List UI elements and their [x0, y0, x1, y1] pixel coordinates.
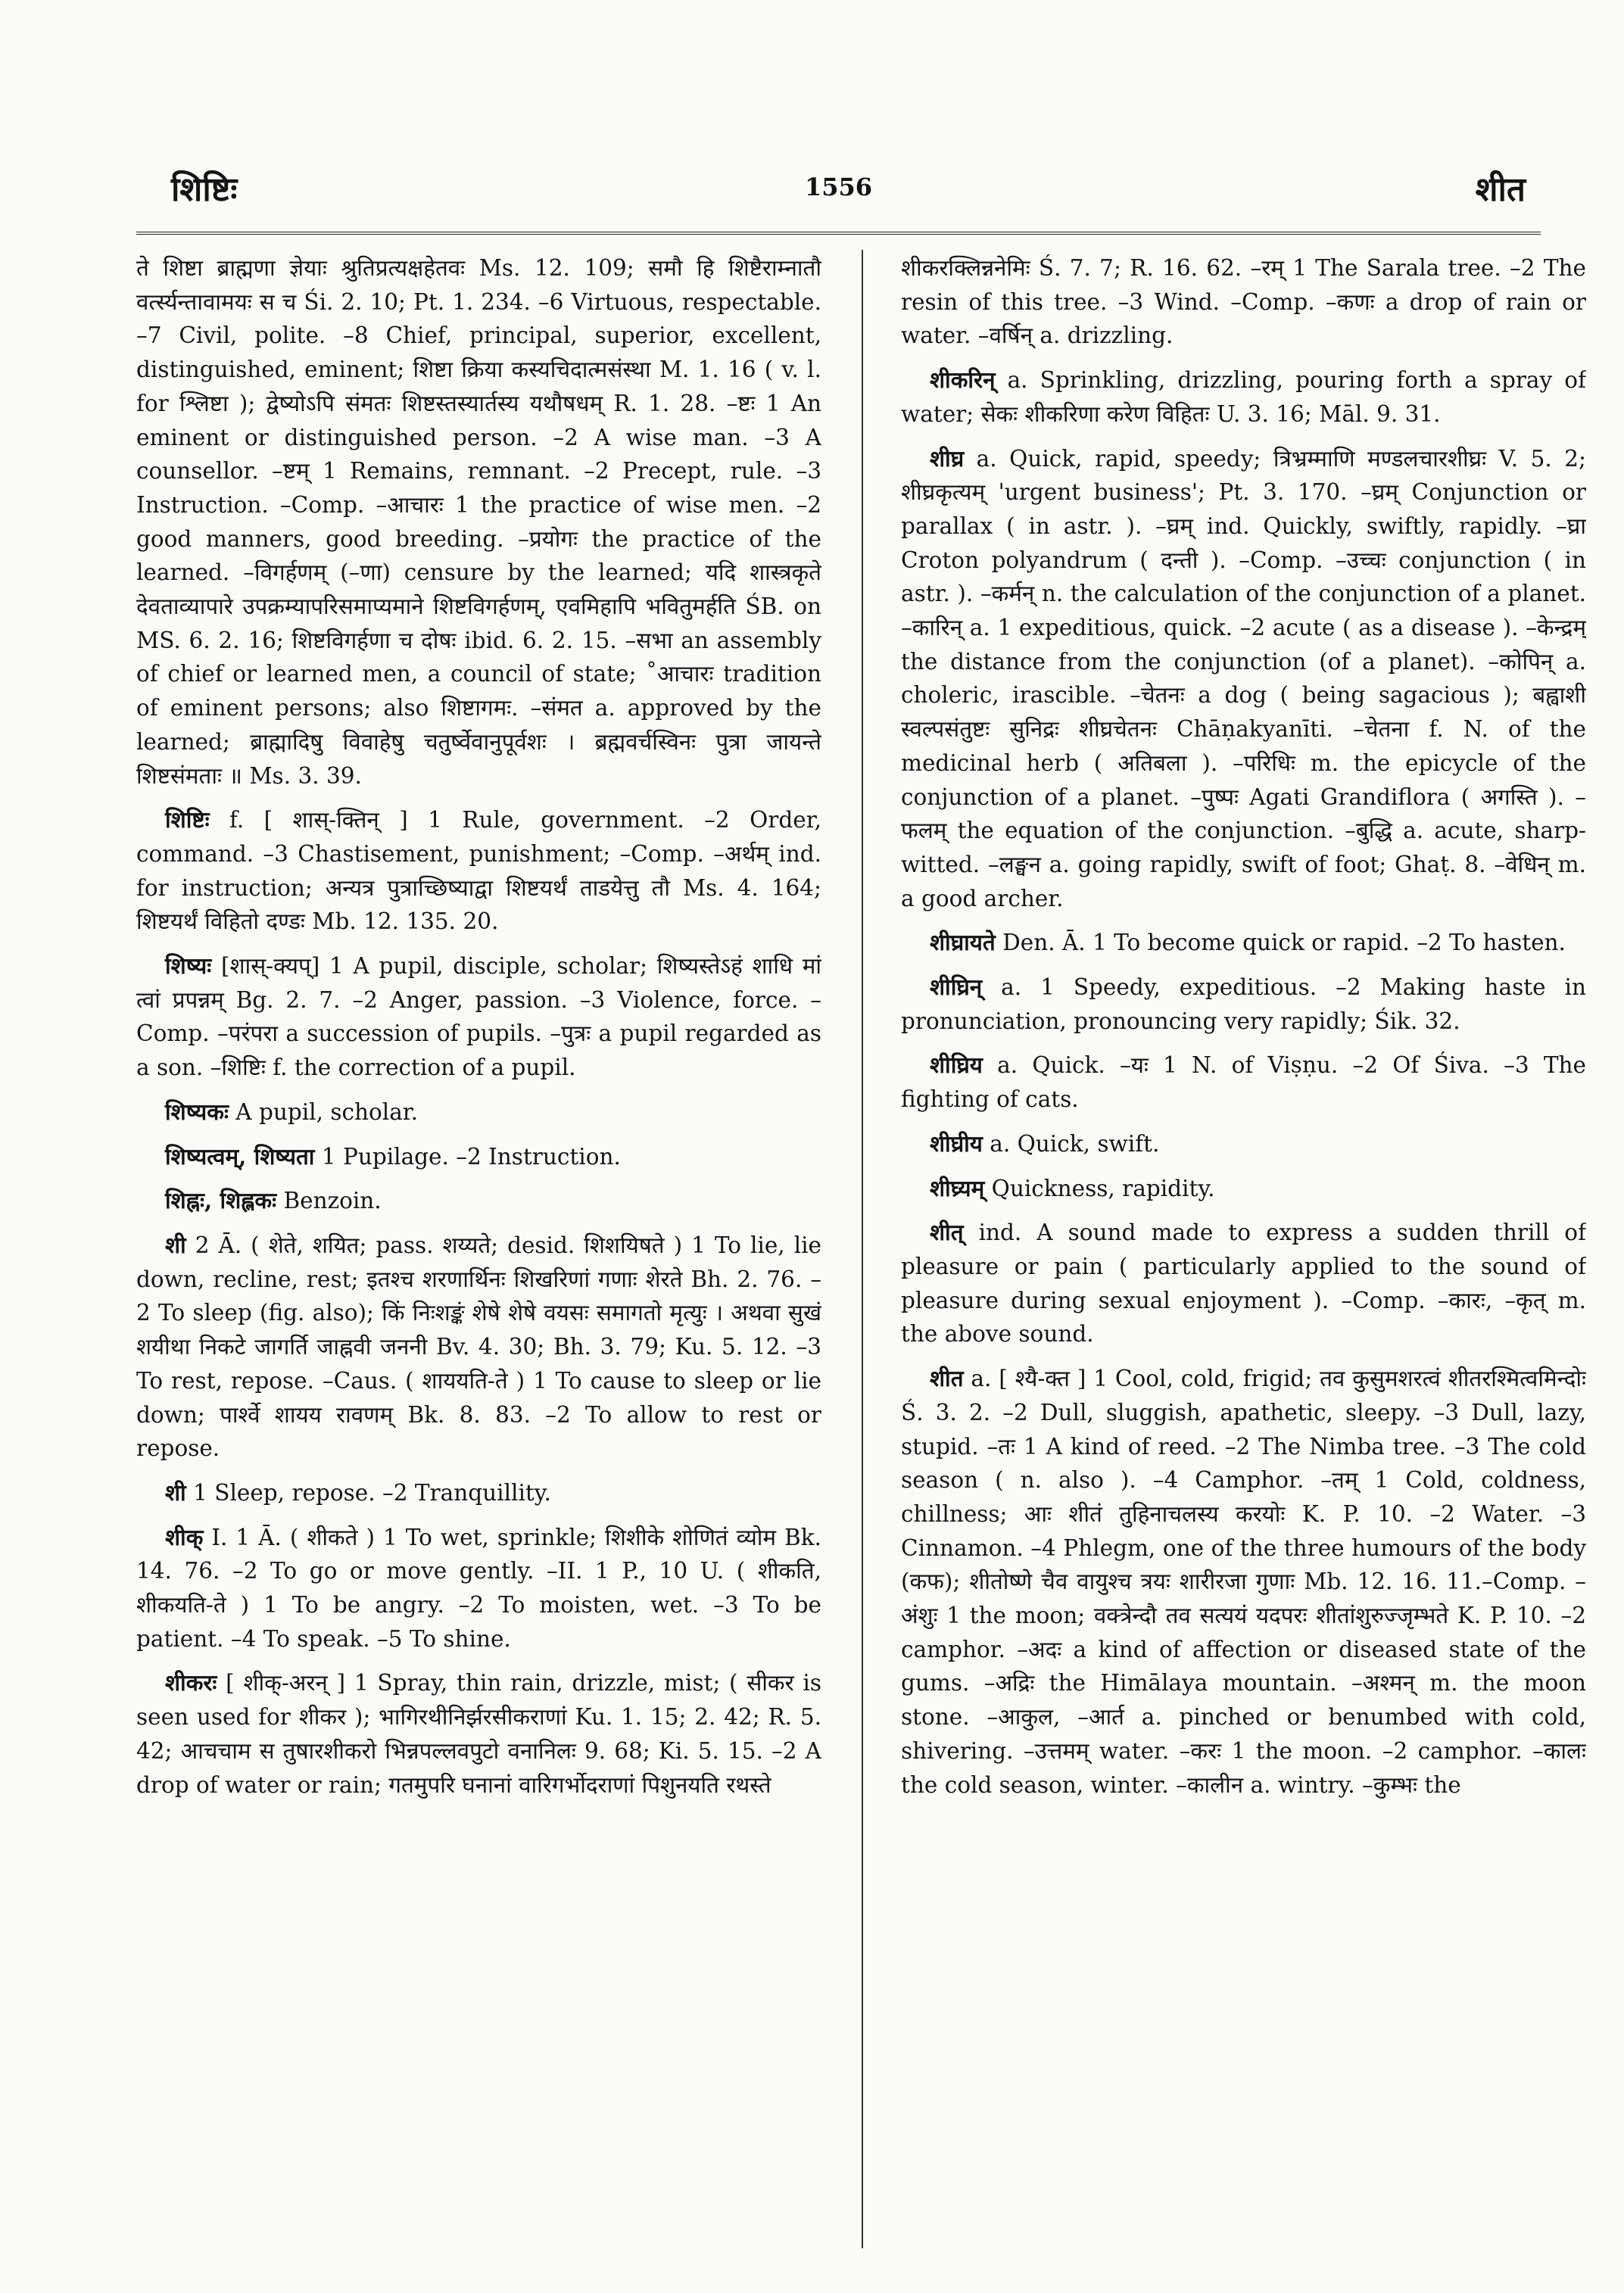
entry-definition: ind. A sound made to express a sudden thrill of pleasure or pain ( particularly applied to the sound of pleasure during sexual enjoyment ). –Comp. –कारः, –कृत् m. the above sound.: [901, 1220, 1586, 1347]
entry-headword: शीघ्र: [930, 444, 965, 472]
entry-definition: शीकरक्लिन्ननेमिः Ś. 7. 7; R. 16. 62. –रम् 1 The Sarala tree. –2 The resin of this tree. –3 Wind. –Comp. –कणः a drop of rain or water. –वर्षिन् a. drizzling.: [901, 255, 1586, 349]
page-number: 1556: [804, 173, 873, 201]
header-rule: [136, 232, 1541, 235]
entry-headword: शीकरिन्: [930, 366, 996, 394]
entry-definition: a. Quick, rapid, speedy; त्रिभ्रम्माणि मण्डलचारशीघ्रः V. 5. 2; शीघ्रकृत्यम् 'urgent business'; Pt. 3. 170. –घ्रम् Conjunction or parallax ( in astr. ). –घ्रम् ind. Quickly, swiftly, rapidly. –घ्रा Croton polyandrum ( दन्ती ). –Comp. –उच्चः conjunction ( in astr. ). –कर्मन् n. the calculation of the conjunction of a planet. –कारिन् a. 1 expeditious, quick. –2 acute ( as a disease ). –केन्द्रम् the distance from the conjunction (of a planet). –कोपिन् a. choleric, irascible. –चेतनः a dog ( being sagacious ); बह्वाशी स्वल्पसंतुष्टः सुनिद्रः शीघ्रचेतनः Chāṇakyanīti. –चेतना f. N. of the medicinal herb ( अतिबला ). –परिधिः m. the epicycle of the conjunction of a planet. –पुष्पः Agati Grandiflora ( अगस्ति ). –फलम् the equation of the conjunction. –बुद्धि a. acute, sharp-witted. –लङ्घन a. going rapidly, swift of foot; Ghaṭ. 8. –वेधिन् m. a good archer.: [901, 445, 1586, 911]
entry-headword: शिष्यः: [165, 952, 212, 980]
entry-headword: शिष्यत्वम्, शिष्यता: [165, 1142, 315, 1170]
entry-definition: Benzoin.: [283, 1188, 382, 1214]
entry-headword: शीत: [930, 1365, 964, 1392]
entry-definition: a. [ श्यै-क्त ] 1 Cool, cold, frigid; तव कुसुमशरत्वं शीतरश्मित्वमिन्दोः Ś. 3. 2. –2 Dull, sluggish, apathetic, sleepy. –3 Dull, lazy, stupid. –तः 1 A kind of reed. –2 The Nimba tree. –3 The cold season ( n. also ). –4 Camphor. –तम् 1 Cold, coldness, chillness; आः शीतं तुहिनाचलस्य करयोः K. P. 10. –2 Water. –3 Cinnamon. –4 Phlegm, one of the three humours of the body (कफ); शीतोष्णे चैव वायुश्च त्रयः शारीरजा गुणाः Mb. 12. 16. 11.–Comp. –अंशुः 1 the moon; वक्त्रेन्दौ तव सत्ययं यदपरः शीतांशुरुज्जृम्भते K. P. 10. –2 camphor. –अदः a kind of affection or diseased state of the gums. –अद्रिः the Himālaya mountain. –अश्मन् m. the moon stone. –आकुल, –आर्त a. pinched or benumbed with cold, shivering. –उत्तमम् water. –करः 1 the moon. –2 camphor. –कालः the cold season, winter. –कालीन a. wintry. –कुम्भः the: [901, 1366, 1586, 1798]
entry-headword: शिह्नः, शिह्लकः: [165, 1187, 277, 1214]
dictionary-entry: [136, 1184, 821, 1218]
entry-headword: शीघ्रिन्: [930, 974, 983, 1001]
header-guide-word-left: शिष्टिः: [171, 170, 238, 209]
dictionary-entry: [901, 363, 1586, 431]
entry-definition: 1 Pupilage. –2 Instruction.: [321, 1143, 621, 1170]
dictionary-entry: [136, 1140, 821, 1174]
dictionary-entry: [901, 1127, 1586, 1161]
entry-definition: 2 Ā. ( शेते, शयित; pass. शय्यते; desid. शिशयिषते ) 1 To lie, lie down, recline, rest; इतश्च शरणार्थिनः शिखरिणां गणाः शेरते Bh. 2. 76. –2 To sleep (fig. also); किं निःशङ्कं शेषे शेषे वयसः समागतो मृत्युः । अथवा सुखं शयीथा निकटे जागर्ति जाह्नवी जननी Bv. 4. 30; Bh. 3. 79; Ku. 5. 12. –3 To rest, repose. –Caus. ( शाययति-ते ) 1 To cause to sleep or lie down; पार्श्वे शायय रावणम् Bk. 8. 83. –2 To allow to rest or repose.: [136, 1232, 821, 1462]
dictionary-entry: [136, 949, 821, 1085]
entry-headword: शीघ्रायते: [930, 929, 996, 956]
dictionary-entry: [136, 1666, 821, 1802]
dictionary-entry: [136, 1476, 821, 1510]
entry-definition: [शास्-क्यप्] 1 A pupil, disciple, scholar; शिष्यस्तेऽहं शाधि मां त्वां प्रपन्नम् Bg. 2. 7. –2 Anger, passion. –3 Violence, force. –Comp. –परंपरा a succession of pupils. –पुत्रः a pupil regarded as a son. –शिष्टिः f. the correction of a pupil.: [136, 953, 821, 1081]
entry-headword: शी: [165, 1231, 186, 1258]
entry-headword: शीघ्रिय: [930, 1051, 983, 1079]
entry-definition: f. [ शास्-क्तिन् ] 1 Rule, government. –2 Order, command. –3 Chastisement, punishment; –Comp. –अर्थम् ind. for instruction; अन्यत्र पुत्राच्छिष्याद्वा शिष्टयर्थं ताडयेत्तु तौ Ms. 4. 164; शिष्टयर्थं विहितो दण्डः Mb. 12. 135. 20.: [136, 807, 821, 935]
entry-definition: Den. Ā. 1 To become quick or rapid. –2 To hasten.: [1002, 930, 1566, 956]
entry-definition: I. 1 Ā. ( शीकते ) 1 To wet, sprinkle; शिशीके शोणितं व्योम Bk. 14. 76. –2 To go or move gently. –II. 1 P., 10 U. ( शीकति, शीकयति-ते ) 1 To be angry. –2 To moisten, wet. –3 To be patient. –4 To speak. –5 To shine.: [136, 1524, 821, 1652]
dictionary-entry: [901, 1048, 1586, 1116]
dictionary-entry: [136, 1095, 821, 1129]
dictionary-entry: [901, 442, 1586, 916]
entry-definition: Quickness, rapidity.: [991, 1175, 1215, 1201]
dictionary-entry: [136, 251, 821, 793]
entry-definition: a. Quick, swift.: [990, 1130, 1160, 1157]
entry-headword: शीत्: [930, 1219, 964, 1246]
entry-definition: a. Quick. –यः 1 N. of Viṣṇu. –2 Of Śiva. –3 The fighting of cats.: [901, 1052, 1586, 1113]
dictionary-entry: [901, 1362, 1586, 1802]
header-guide-word-right: शीत: [1475, 170, 1526, 209]
entry-definition: ते शिष्टा ब्राह्मणा ज्ञेयाः श्रुतिप्रत्यक्षहेतवः Ms. 12. 109; समौ हि शिष्टैराम्नातौ वर्त्स्यन्तावामयः स च Śi. 2. 10; Pt. 1. 234. –6 Virtuous, respectable. –7 Civil, polite. –8 Chief, principal, superior, excellent, distinguished, eminent; शिष्टा क्रिया कस्यचिदात्मसंस्था M. 1. 16 ( v. l. for श्लिष्टा ); द्वेष्योऽपि संमतः शिष्टस्तस्यार्तस्य यथौषधम् R. 1. 28. –ष्टः 1 An eminent or distinguished person. –2 A wise man. –3 A counsellor. –ष्टम् 1 Remains, remnant. –2 Precept, rule. –3 Instruction. –Comp. –आचारः 1 the practice of wise men. –2 good manners, good breeding. –प्रयोगः the practice of the learned. –विगर्हणम् (–णा) censure by the learned; यदि शास्त्रकृते देवताव्यापारे उपक्रम्यापरिसमाप्यमाने शिष्टविगर्हणम्, एवमिहापि भवितुमर्हति ŚB. on MS. 6. 2. 16; शिष्टविगर्हणा च दोषः ibid. 6. 2. 15. –सभा an assembly of chief or learned men, a council of state; ˚आचारः tradition of eminent persons; also शिष्टागमः. –संमत a. approved by the learned; ब्राह्मादिषु विवाहेषु चतुर्ष्वेवानुपूर्वशः । ब्रह्मवर्चस्विनः पुत्रा जायन्ते शिष्टसंमताः ॥ Ms. 3. 39.: [136, 255, 821, 789]
dictionary-entry: [901, 251, 1586, 353]
entry-headword: शीघ्रीय: [930, 1129, 983, 1157]
right-column: [901, 251, 1586, 2235]
entry-headword: शिष्टिः: [165, 806, 210, 833]
dictionary-entry: [901, 970, 1586, 1038]
dictionary-entry: [136, 803, 821, 939]
dictionary-entry: [901, 926, 1586, 960]
entry-definition: a. 1 Speedy, expeditious. –2 Making haste in pronunciation, pronouncing very rapidly; Śik. 32.: [901, 974, 1586, 1034]
dictionary-entry: [901, 1216, 1586, 1351]
page-header: [136, 165, 1541, 210]
entry-definition: a. Sprinkling, drizzling, pouring forth a spray of water; सेकः शीकरिणा करेण विहितः U. 3. 16; Māl. 9. 31.: [901, 367, 1586, 427]
left-column: [136, 251, 821, 2235]
entry-definition: [ शीक्-अरन् ] 1 Spray, thin rain, drizzle, mist; ( सीकर is seen used for शीकर ); भागिरथीनिर्झरसीकराणां Ku. 1. 15; 2. 42; R. 5. 42; आचचाम स तुषारशीकरो भिन्नपल्लवपुटो वनानिलः 9. 68; Ki. 5. 15. –2 A drop of water or rain; गतमुपरि घनानां वारिगर्भोदराणां पिशुनयति रथस्ते: [136, 1670, 821, 1798]
entry-definition: 1 Sleep, repose. –2 Tranquillity.: [193, 1479, 551, 1506]
entry-headword: शी: [165, 1478, 186, 1506]
dictionary-entry: [901, 1172, 1586, 1206]
dictionary-entry: [136, 1229, 821, 1466]
entry-headword: शीघ्र्यम्: [930, 1174, 985, 1201]
entry-headword: शीक्: [165, 1523, 204, 1550]
entry-headword: शीकरः: [165, 1669, 217, 1696]
entry-definition: A pupil, scholar.: [235, 1098, 419, 1125]
dictionary-entry: [136, 1521, 821, 1656]
column-divider: [862, 250, 863, 2248]
entry-headword: शिष्यकः: [165, 1098, 229, 1125]
